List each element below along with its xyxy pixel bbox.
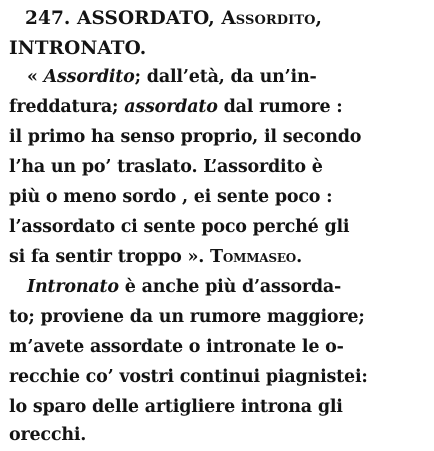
para2-line-2: to; proviene da un rumore maggiore; <box>9 307 365 327</box>
para1-line-5: più o meno sordo , ei sente poco : <box>9 187 333 207</box>
term-assordato: assordato <box>124 97 218 117</box>
para1-line-2 <box>9 92 343 123</box>
para1-line-1-text: ; dall’età, da un’in- <box>134 67 317 87</box>
para2-line-6: orecchi. <box>9 425 87 445</box>
para2-line-4: recchie co’ vostri continui piagnistei: <box>9 367 368 387</box>
para1-line-6: l’assordato ci sente poco perché gli <box>9 217 350 237</box>
para1-line-7 <box>9 242 302 273</box>
para1-line-7a: si fa sentir troppo ». <box>9 247 211 267</box>
entry-number: 247. <box>25 8 71 29</box>
para1-line-2a: freddatura; <box>9 97 125 117</box>
entry-headwords: ASSORDATO, Assordito, <box>77 8 323 29</box>
para1-line-1 <box>27 62 317 93</box>
para1-line-3: il primo ha senso proprio, il secondo <box>9 127 362 147</box>
entry-headwords-continued: INTRONATO. <box>9 38 147 59</box>
para1-line-4: l’ha un po’ traslato. L’assordito è <box>9 157 323 177</box>
para2-line-5: lo sparo delle artigliere introna gli <box>9 397 343 417</box>
open-quote: « <box>27 67 44 87</box>
author-tommaseo: Tommaseo. <box>210 247 302 267</box>
para2-line-1 <box>27 272 341 303</box>
para1-line-2b: dal rumore : <box>217 97 343 117</box>
term-intronato: Intronato <box>27 277 119 297</box>
para2-line-1-text: è anche più d’assorda- <box>118 277 342 297</box>
term-assordito: Assordito <box>43 67 135 87</box>
entry-heading <box>25 3 322 34</box>
para2-line-3: m’avete assordate o intronate le o- <box>9 337 344 357</box>
